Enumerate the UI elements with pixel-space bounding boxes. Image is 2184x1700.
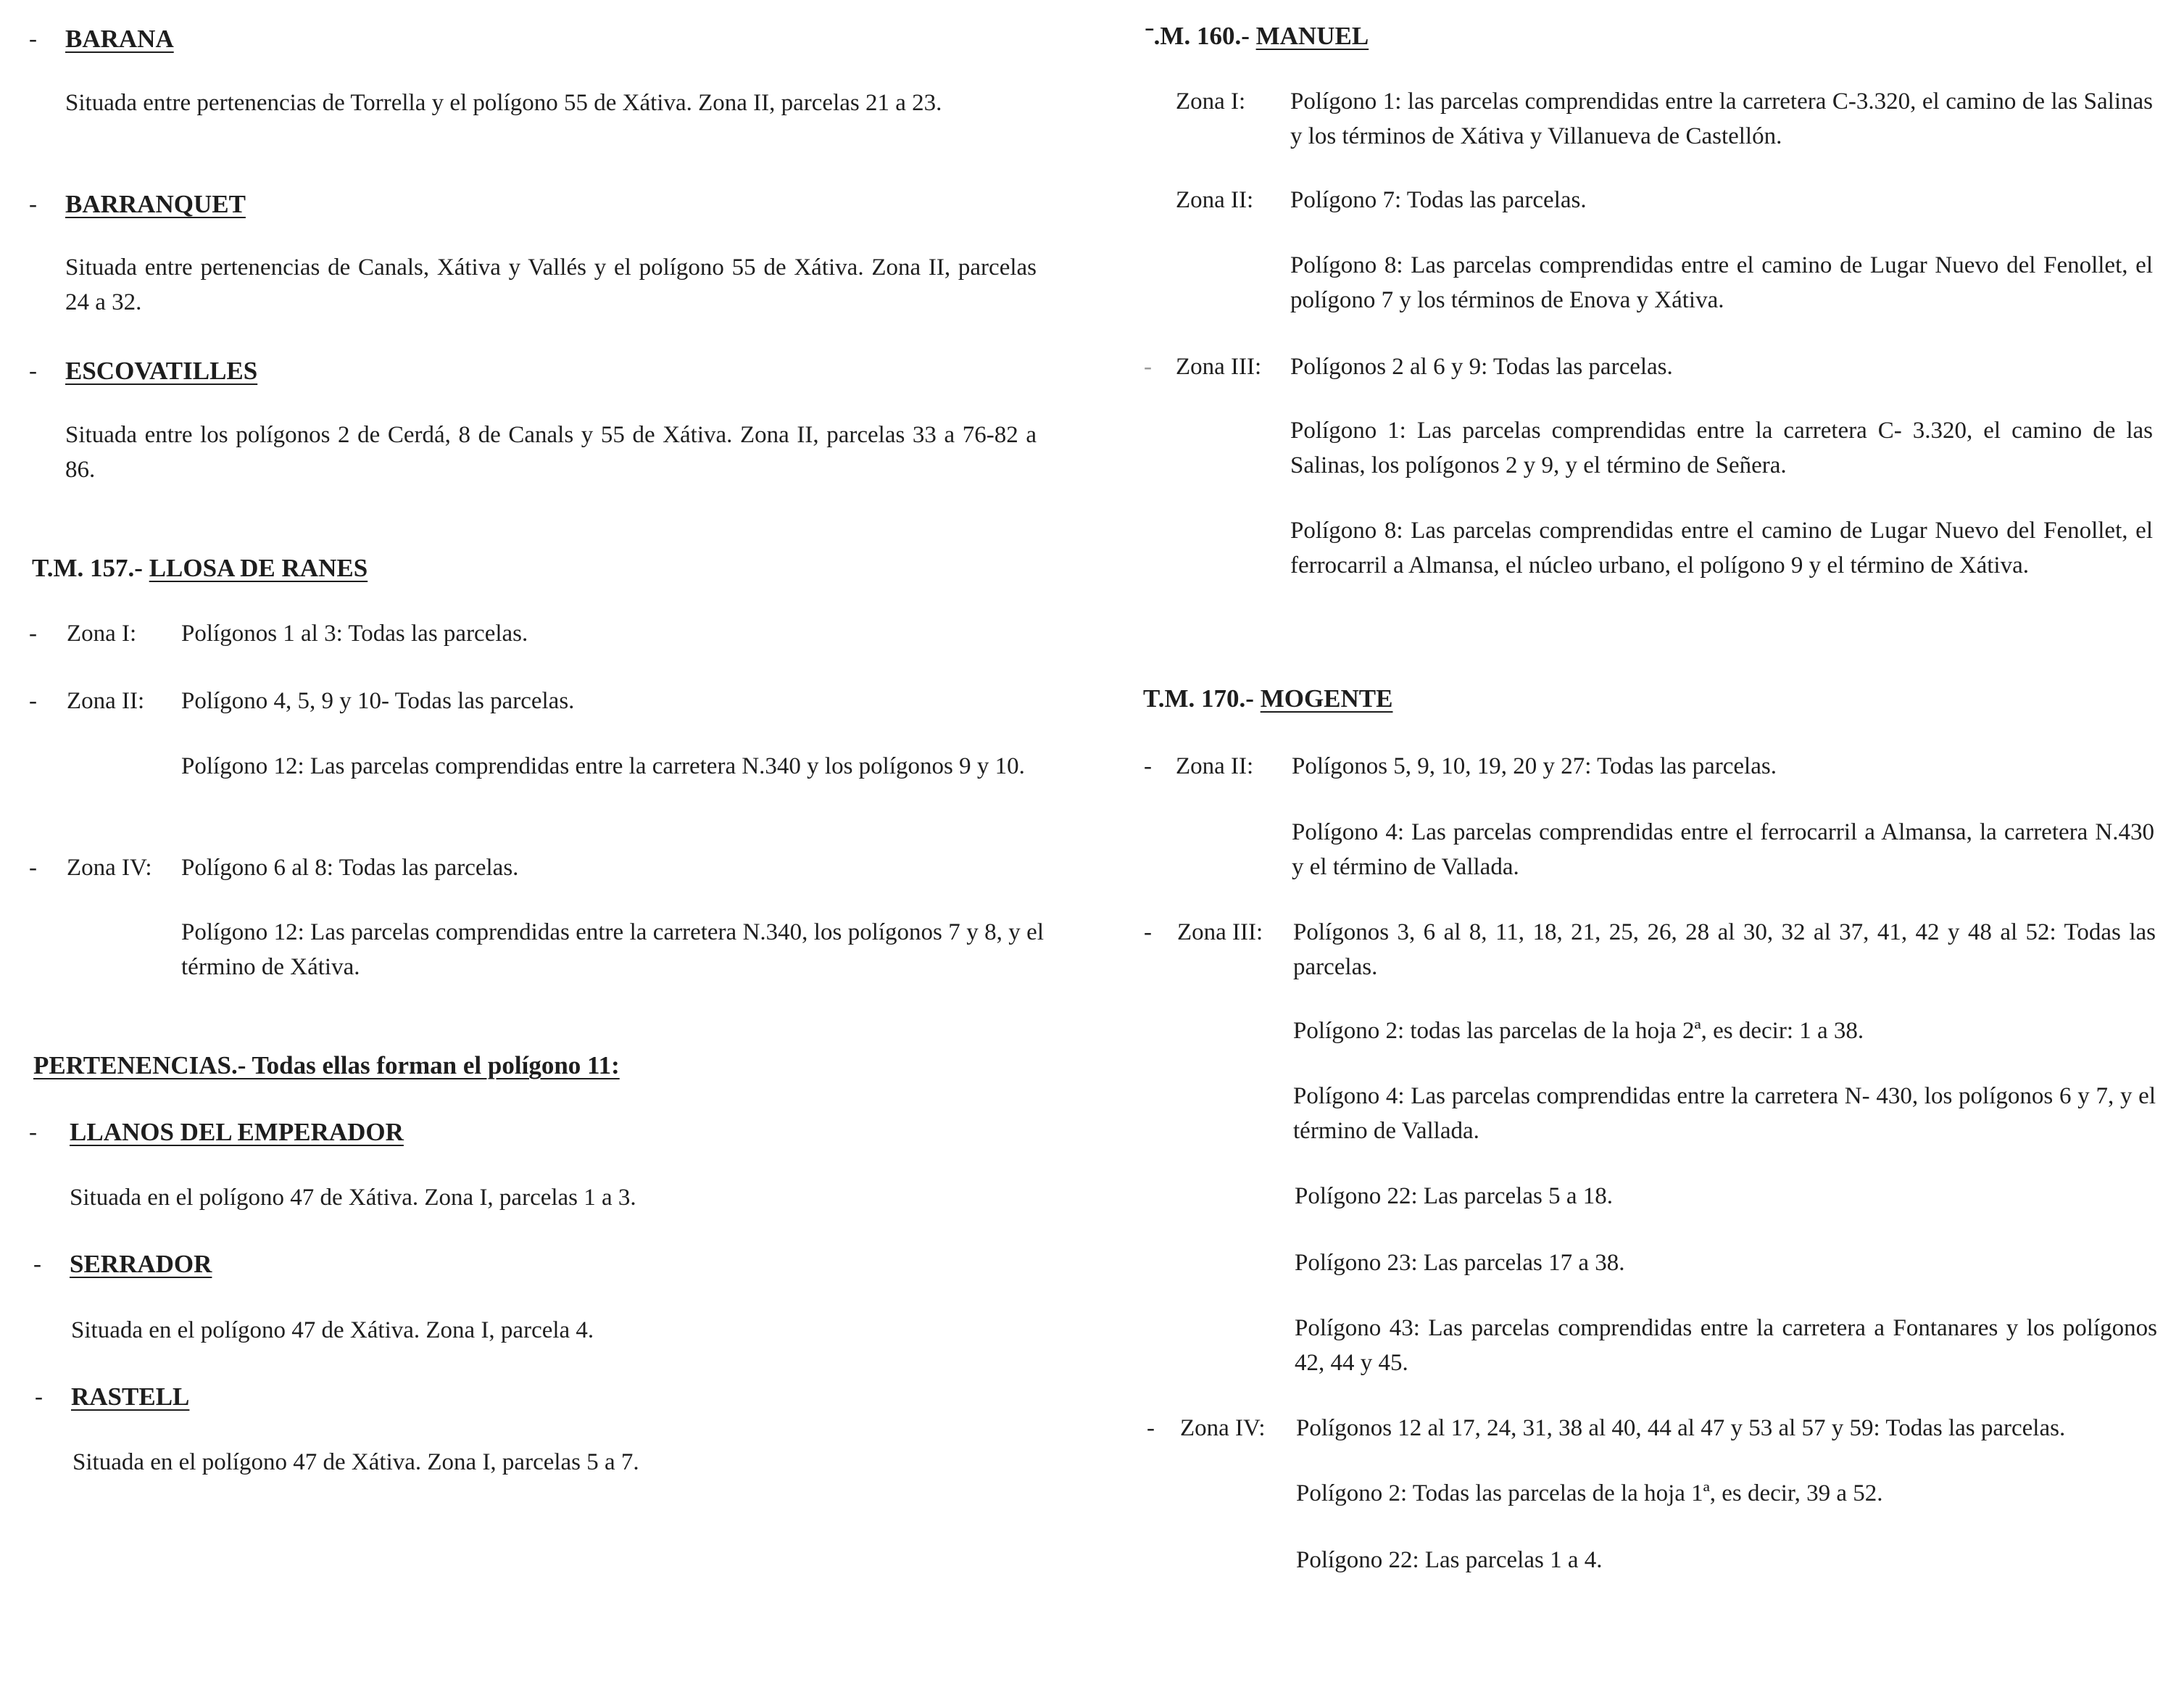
zone-label: Zona III: bbox=[1177, 919, 1263, 945]
zone-subparagraph: Polígono 4: Las parcelas comprendidas entre el ferrocarril a Almansa, la carretera N.430 y el término de Vallada. bbox=[1292, 819, 2154, 880]
paragraph-barranquet: Situada entre pertenencias de Canals, Xátiva y Vallés y el polígono 55 de Xátiva. Zona II, parcelas 24 a 32. bbox=[65, 254, 1037, 315]
section-title-rastell: RASTELL bbox=[71, 1382, 190, 1411]
bullet-dash: - bbox=[1147, 1415, 1155, 1441]
zone-label: Zona II: bbox=[1176, 187, 1254, 213]
zone-label: Zona III: bbox=[1176, 354, 1262, 380]
zone-subparagraph: Polígono 23: Las parcelas 17 a 38. bbox=[1295, 1250, 1625, 1276]
section-title-llanos: LLANOS DEL EMPERADOR bbox=[70, 1118, 404, 1146]
paragraph-serrador: Situada en el polígono 47 de Xátiva. Zona I, parcela 4. bbox=[71, 1317, 594, 1343]
zone-label: Zona I: bbox=[67, 621, 137, 647]
bullet-dash: - bbox=[29, 621, 37, 647]
municipality-name: MANUEL bbox=[1255, 22, 1369, 50]
paragraph-rastell: Situada en el polígono 47 de Xátiva. Zona I, parcelas 5 a 7. bbox=[72, 1449, 639, 1475]
municipality-prefix: T.M. 170.- bbox=[1143, 684, 1254, 713]
zone-text: Polígonos 12 al 17, 24, 31, 38 al 40, 44 al 47 y 53 al 57 y 59: Todas las parcelas. bbox=[1296, 1415, 2066, 1441]
zone-subparagraph: Polígono 2: Todas las parcelas de la hoja 1ª, es decir, 39 a 52. bbox=[1296, 1480, 1883, 1506]
bullet-dash: - bbox=[29, 855, 37, 881]
municipality-name: MOGENTE bbox=[1260, 684, 1393, 713]
municipality-prefix: T.M. 157.- bbox=[32, 554, 143, 582]
zone-subparagraph: Polígono 4: Las parcelas comprendidas entre la carretera N- 430, los polígonos 6 y 7, y el término de Vallada. bbox=[1293, 1083, 2156, 1144]
zone-label: Zona IV: bbox=[67, 855, 152, 881]
bullet-dash: - bbox=[29, 191, 37, 217]
municipality-prefix: ˉ.M. 160.- bbox=[1145, 22, 1250, 50]
zone-subparagraph: Polígono 1: Las parcelas comprendidas entre la carretera C- 3.320, el camino de las Salinas, los polígonos 2 y 9, y el término de Señera. bbox=[1290, 418, 2153, 478]
zone-label: Zona II: bbox=[67, 688, 145, 714]
municipality-name: LLOSA DE RANES bbox=[149, 554, 368, 582]
section-heading-llosa bbox=[32, 551, 368, 586]
zone-text: Polígono 7: Todas las parcelas. bbox=[1290, 187, 1587, 213]
section-title-barranquet: BARRANQUET bbox=[65, 190, 246, 218]
zone-label: Zona II: bbox=[1176, 753, 1254, 779]
bullet-dash: - bbox=[1144, 354, 1152, 380]
bullet-dash: - bbox=[35, 1384, 43, 1410]
bullet-dash: - bbox=[1144, 753, 1152, 779]
zone-subparagraph: Polígono 12: Las parcelas comprendidas entre la carretera N.340 y los polígonos 9 y 10. bbox=[181, 753, 1025, 779]
zone-subparagraph: Polígono 22: Las parcelas 5 a 18. bbox=[1295, 1183, 1613, 1209]
bullet-dash: - bbox=[33, 1251, 41, 1277]
section-heading-pertenencias: PERTENENCIAS.- Todas ellas forman el polígono 11: bbox=[33, 1051, 620, 1079]
section-title-serrador: SERRADOR bbox=[70, 1250, 212, 1278]
bullet-dash: - bbox=[29, 1119, 37, 1145]
section-title-escovatilles: ESCOVATILLES bbox=[65, 357, 258, 385]
zone-subparagraph: Polígono 12: Las parcelas comprendidas entre la carretera N.340, los polígonos 7 y 8, y el término de Xátiva. bbox=[181, 919, 1044, 980]
zone-subparagraph: Polígono 43: Las parcelas comprendidas entre la carretera a Fontanares y los polígonos 42, 44 y 45. bbox=[1295, 1315, 2157, 1376]
paragraph-escovatilles: Situada entre los polígonos 2 de Cerdá, 8 de Canals y 55 de Xátiva. Zona II, parcelas 33 a 76-82 a 86. bbox=[65, 422, 1037, 483]
bullet-dash: - bbox=[29, 688, 37, 714]
zone-label: Zona I: bbox=[1176, 88, 1246, 115]
zone-text: Polígonos 2 al 6 y 9: Todas las parcelas. bbox=[1290, 354, 1673, 380]
zone-text: Polígono 1: las parcelas comprendidas entre la carretera C-3.320, el camino de las Salinas y los términos de Xátiva y Villanueva de Castellón. bbox=[1290, 88, 2153, 149]
paragraph-barana: Situada entre pertenencias de Torrella y el polígono 55 de Xátiva. Zona II, parcelas 21 a 23. bbox=[65, 90, 942, 116]
section-heading-manuel bbox=[1145, 19, 1369, 54]
zone-subparagraph: Polígono 22: Las parcelas 1 a 4. bbox=[1296, 1547, 1603, 1573]
bullet-dash: - bbox=[29, 358, 37, 384]
zone-text: Polígonos 1 al 3: Todas las parcelas. bbox=[181, 621, 528, 647]
zone-subparagraph: Polígono 8: Las parcelas comprendidas entre el camino de Lugar Nuevo del Fenollet, el ferrocarril a Almansa, el núcleo urbano, el polígono 9 y el término de Xátiva. bbox=[1290, 518, 2153, 579]
zone-text: Polígono 4, 5, 9 y 10- Todas las parcelas. bbox=[181, 688, 575, 714]
zone-text: Polígonos 5, 9, 10, 19, 20 y 27: Todas las parcelas. bbox=[1292, 753, 1777, 779]
zone-text: Polígono 6 al 8: Todas las parcelas. bbox=[181, 855, 519, 881]
section-title-barana: BARANA bbox=[65, 25, 174, 53]
zone-label: Zona IV: bbox=[1180, 1415, 1266, 1441]
bullet-dash: - bbox=[29, 26, 37, 52]
zone-subparagraph: Polígono 8: Las parcelas comprendidas entre el camino de Lugar Nuevo del Fenollet, el polígono 7 y los términos de Enova y Xátiva. bbox=[1290, 252, 2153, 313]
section-heading-mogente bbox=[1143, 681, 1392, 716]
zone-text: Polígonos 3, 6 al 8, 11, 18, 21, 25, 26, 28 al 30, 32 al 37, 41, 42 y 48 al 52: Todas las parcelas. bbox=[1293, 919, 2156, 980]
bullet-dash: - bbox=[1144, 919, 1152, 945]
paragraph-llanos: Situada en el polígono 47 de Xátiva. Zona I, parcelas 1 a 3. bbox=[70, 1185, 636, 1211]
zone-subparagraph: Polígono 2: todas las parcelas de la hoja 2ª, es decir: 1 a 38. bbox=[1293, 1018, 1864, 1044]
